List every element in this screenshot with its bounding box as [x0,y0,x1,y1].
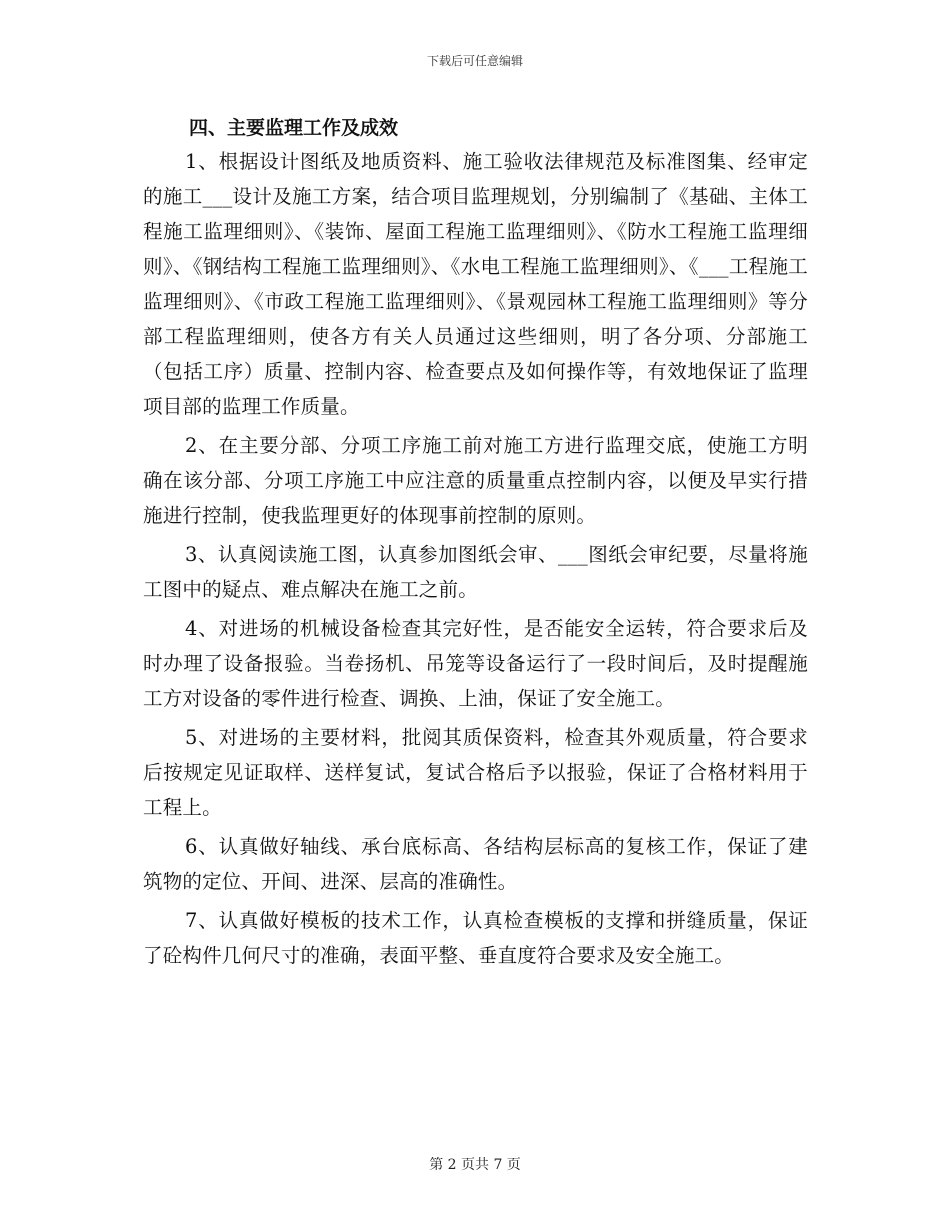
paragraph-2: 2、在主要分部、分项工序施工前对施工方进行监理交底，使施工方明确在该分部、分项工序施工中应注意的质量重点控制内容，以便及早实行措施进行控制，使我监理更好的体现事前控制的原则。 [143,434,808,527]
page-header: 下载后可任意编辑 [426,54,523,68]
section-heading: 四、主要监理工作及成效 [189,117,399,139]
paragraph-5: 5、对进场的主要材料，批阅其质保资料，检查其外观质量，符合要求后按规定见证取样、送样复试，复试合格后予以报验，保证了合格材料用于工程上。 [143,726,808,819]
paragraph-3: 3、认真阅读施工图，认真参加图纸会审、___图纸会审纪要，尽量将施工图中的疑点、难点解决在施工之前。 [143,543,808,601]
paragraph-6: 6、认真做好轴线、承台底标高、各结构层标高的复核工作，保证了建筑物的定位、开间、进深、层高的准确性。 [143,835,808,893]
paragraph-1: 1、根据设计图纸及地质资料、施工验收法律规范及标准图集、经审定的施工___设计及施工方案，结合项目监理规划，分别编制了《基础、主体工程施工监理细则》、《装饰、屋面工程施工监理细则》、《防水工程施工监理细则》、《钢结构工程施工监理细则》、《水电工程施工监理细则》、《___工程施工监理细则》、《市政工程施工监理细则》、《景观园林工程施工监理细则》等分部工程监理细则，使各方有关人员通过这些细则，明了各分项、分部施工（包括工序）质量、控制内容、检查要点及如何操作等，有效地保证了监理项目部的监理工作质量。 [143,150,808,418]
document-body [143,112,808,973]
page-footer: 第 2 页共 7 页 [429,1157,521,1173]
paragraph-4: 4、对进场的机械设备检查其完好性，是否能安全运转，符合要求后及时办理了设备报验。当卷扬机、吊笼等设备运行了一段时间后，及时提醒施工方对设备的零件进行检查、调换、上油，保证了安全施工。 [143,617,808,710]
paragraph-7: 7、认真做好模板的技术工作，认真检查模板的支撑和拼缝质量，保证了砼构件几何尺寸的准确，表面平整、垂直度符合要求及安全施工。 [143,909,808,967]
